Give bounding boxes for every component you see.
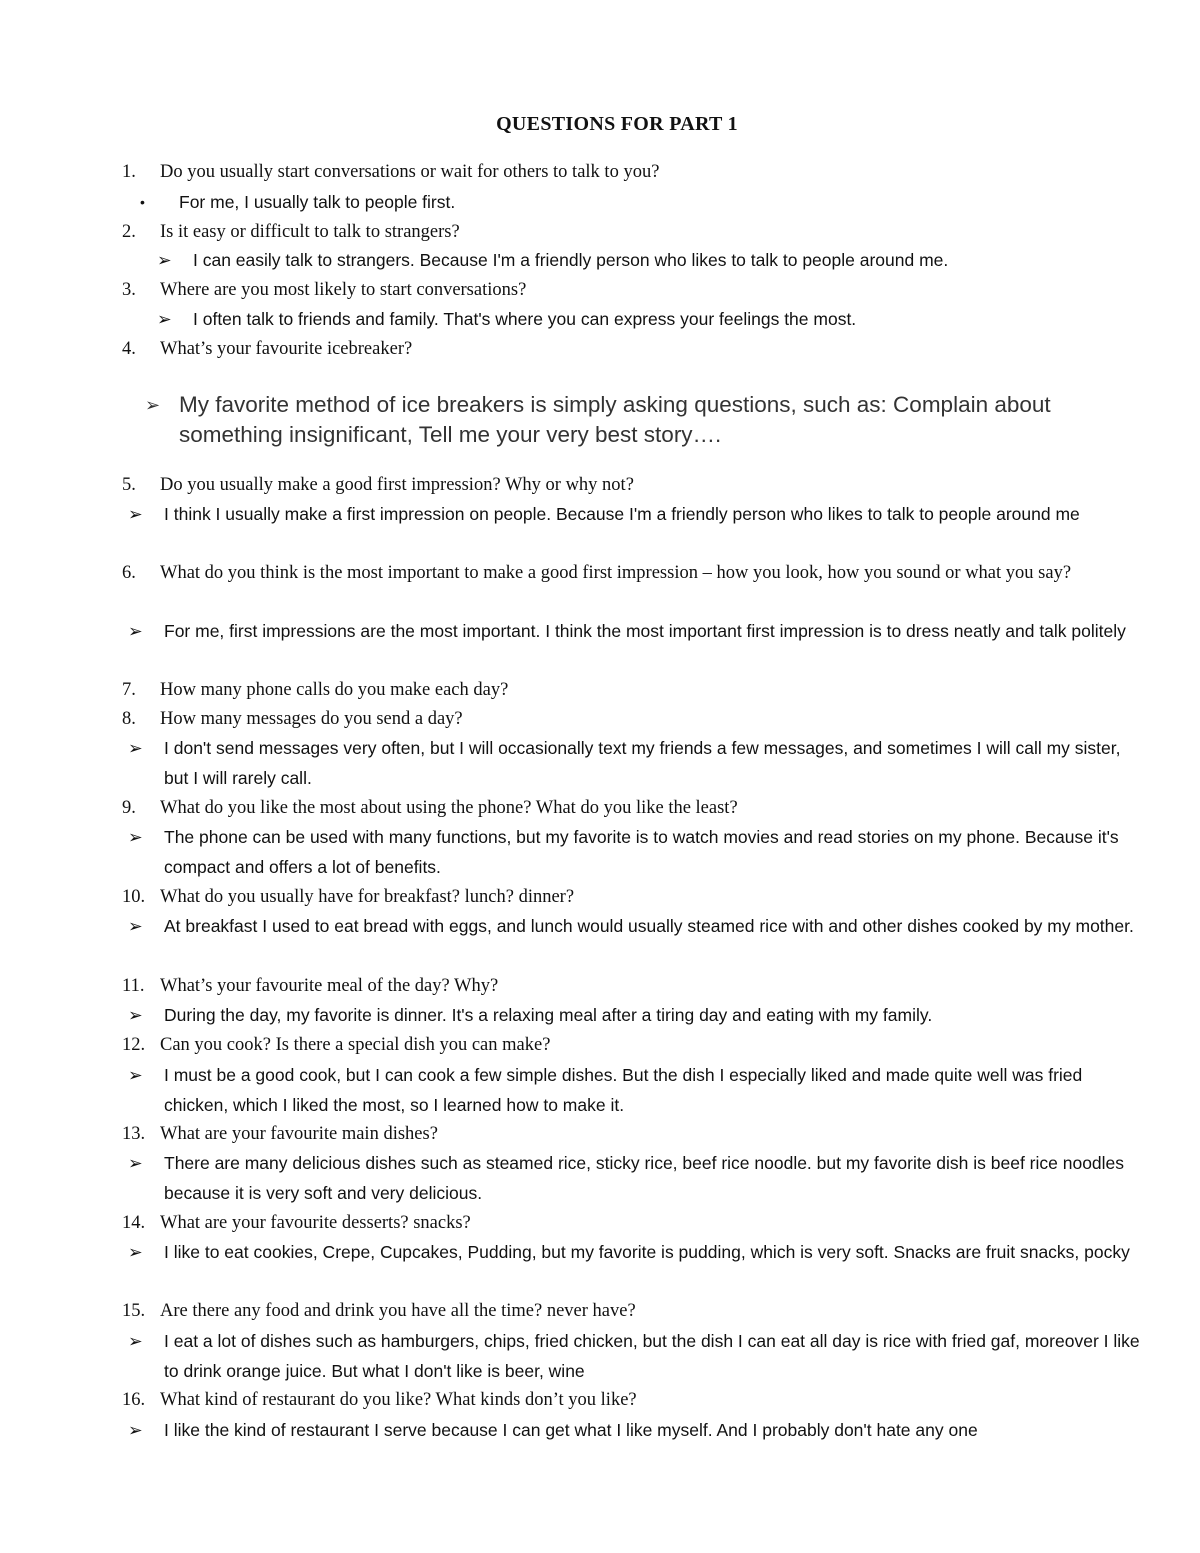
answer-text: I eat a lot of dishes such as hamburgers, chips, fried chicken, but the dish I can eat all day is rice with fried gaf, moreover I like to drink orange juice. But what I don't like is beer, wine xyxy=(164,1331,1140,1381)
answer-9 xyxy=(128,823,1148,882)
arrow-icon: ➢ xyxy=(145,395,161,415)
question-number: 11. xyxy=(122,976,145,996)
answer-text: I think I usually make a first impression on people. Because I'm a friendly person who likes to talk to people around me xyxy=(164,504,1080,524)
arrow-icon: ➢ xyxy=(128,1065,143,1085)
arrow-icon: ➢ xyxy=(128,1005,143,1025)
arrow-icon: ➢ xyxy=(128,1242,143,1262)
arrow-icon: ➢ xyxy=(128,504,143,524)
question-10 xyxy=(122,883,1152,912)
answer-16 xyxy=(128,1416,1148,1446)
arrow-icon: ➢ xyxy=(157,250,172,270)
question-text: What do you like the most about using the phone? What do you like the least? xyxy=(160,798,738,818)
question-text: What’s your favourite meal of the day? Why? xyxy=(160,976,499,996)
question-4 xyxy=(122,335,1152,364)
answer-text: For me, I usually talk to people first. xyxy=(179,192,456,212)
question-number: 4. xyxy=(122,339,136,359)
answer-text: I must be a good cook, but I can cook a few simple dishes. But the dish I especially liked and made quite well was fried chicken, which I liked the most, so I learned how to make it. xyxy=(164,1065,1083,1115)
question-13 xyxy=(122,1120,1152,1149)
answer-10 xyxy=(128,912,1148,942)
question-number: 5. xyxy=(122,475,136,495)
question-text: What are your favourite desserts? snacks? xyxy=(160,1213,471,1233)
question-number: 13. xyxy=(122,1124,146,1144)
answer-1 xyxy=(140,188,1160,218)
answer-8 xyxy=(128,734,1148,793)
page-title: QUESTIONS FOR PART 1 xyxy=(496,113,738,135)
question-3 xyxy=(122,276,1152,305)
question-text: What are your favourite main dishes? xyxy=(160,1124,438,1144)
answer-text: During the day, my favorite is dinner. It's a relaxing meal after a tiring day and eating with my family. xyxy=(164,1005,933,1025)
question-5 xyxy=(122,471,1152,500)
question-number: 3. xyxy=(122,280,136,300)
answer-text: There are many delicious dishes such as steamed rice, sticky rice, beef rice noodle. but my favorite dish is beef rice noodles because it is very soft and very delicious. xyxy=(164,1153,1125,1203)
question-number: 12. xyxy=(122,1035,146,1055)
answer-13 xyxy=(128,1149,1148,1208)
question-text: What do you usually have for breakfast? lunch? dinner? xyxy=(160,887,575,907)
arrow-icon: ➢ xyxy=(128,1331,143,1351)
question-text: Is it easy or difficult to talk to strangers? xyxy=(160,222,460,242)
arrow-icon: ➢ xyxy=(128,916,143,936)
question-number: 15. xyxy=(122,1301,146,1321)
answer-text: For me, first impressions are the most important. I think the most important first impression is to dress neatly and talk politely xyxy=(164,621,1126,641)
answer-2 xyxy=(157,246,1177,276)
answer-11 xyxy=(128,1001,1148,1031)
question-number: 16. xyxy=(122,1390,146,1410)
answer-15 xyxy=(128,1327,1148,1386)
answer-12 xyxy=(128,1061,1148,1120)
question-16 xyxy=(122,1386,1152,1415)
question-text: What kind of restaurant do you like? What kinds don’t you like? xyxy=(160,1390,637,1410)
answer-3 xyxy=(157,305,1177,335)
question-8 xyxy=(122,705,1152,734)
answer-text: I often talk to friends and family. That's where you can express your feelings the most. xyxy=(193,309,857,329)
bullet-icon: • xyxy=(140,194,145,210)
arrow-icon: ➢ xyxy=(128,738,143,758)
answer-text: At breakfast I used to eat bread with eggs, and lunch would usually steamed rice with and other dishes cooked by my mother. xyxy=(164,916,1134,936)
question-text: Do you usually start conversations or wait for others to talk to you? xyxy=(160,162,660,182)
answer-14 xyxy=(128,1238,1148,1268)
question-2 xyxy=(122,218,1152,247)
question-number: 14. xyxy=(122,1213,146,1233)
answer-4 xyxy=(145,390,1125,450)
answer-text: I like the kind of restaurant I serve because I can get what I like myself. And I probably don't hate any one xyxy=(164,1420,978,1440)
arrow-icon: ➢ xyxy=(128,827,143,847)
arrow-icon: ➢ xyxy=(128,1153,143,1173)
question-text: What do you think is the most important to make a good first impression – how you look, how you sound or what you say? xyxy=(160,563,1072,583)
question-number: 8. xyxy=(122,709,136,729)
question-text: What’s your favourite icebreaker? xyxy=(160,339,413,359)
question-11 xyxy=(122,972,1152,1001)
question-14 xyxy=(122,1209,1152,1238)
answer-5 xyxy=(128,500,1148,530)
question-number: 6. xyxy=(122,563,136,583)
question-text: Where are you most likely to start conversations? xyxy=(160,280,527,300)
question-number: 7. xyxy=(122,680,136,700)
answer-text: The phone can be used with many functions, but my favorite is to watch movies and read stories on my phone. Because it's compact and offers a lot of benefits. xyxy=(164,827,1119,877)
question-number: 9. xyxy=(122,798,136,818)
arrow-icon: ➢ xyxy=(157,309,172,329)
question-9 xyxy=(122,794,1152,823)
answer-text: I don't send messages very often, but I will occasionally text my friends a few messages, and sometimes I will call my sister, but I will rarely call. xyxy=(164,738,1121,788)
question-text: Are there any food and drink you have all the time? never have? xyxy=(160,1301,636,1321)
arrow-icon: ➢ xyxy=(128,1420,143,1440)
question-1 xyxy=(122,158,1152,187)
question-number: 2. xyxy=(122,222,136,242)
question-text: Do you usually make a good first impression? Why or why not? xyxy=(160,475,634,495)
question-text: How many messages do you send a day? xyxy=(160,709,463,729)
question-15 xyxy=(122,1297,1152,1326)
answer-text: I can easily talk to strangers. Because I'm a friendly person who likes to talk to people around me. xyxy=(193,250,949,270)
question-number: 1. xyxy=(122,162,136,182)
answer-text: My favorite method of ice breakers is simply asking questions, such as: Complain about something insignificant, Tell me your very best story…. xyxy=(179,392,1051,447)
question-6 xyxy=(122,559,1152,588)
arrow-icon: ➢ xyxy=(128,621,143,641)
answer-6 xyxy=(128,617,1148,647)
answer-text: I like to eat cookies, Crepe, Cupcakes, Pudding, but my favorite is pudding, which is very soft. Snacks are fruit snacks, pocky xyxy=(164,1242,1130,1262)
question-7 xyxy=(122,676,1152,705)
question-12 xyxy=(122,1031,1152,1060)
question-number: 10. xyxy=(122,887,146,907)
question-text: Can you cook? Is there a special dish you can make? xyxy=(160,1035,551,1055)
question-text: How many phone calls do you make each day? xyxy=(160,680,509,700)
